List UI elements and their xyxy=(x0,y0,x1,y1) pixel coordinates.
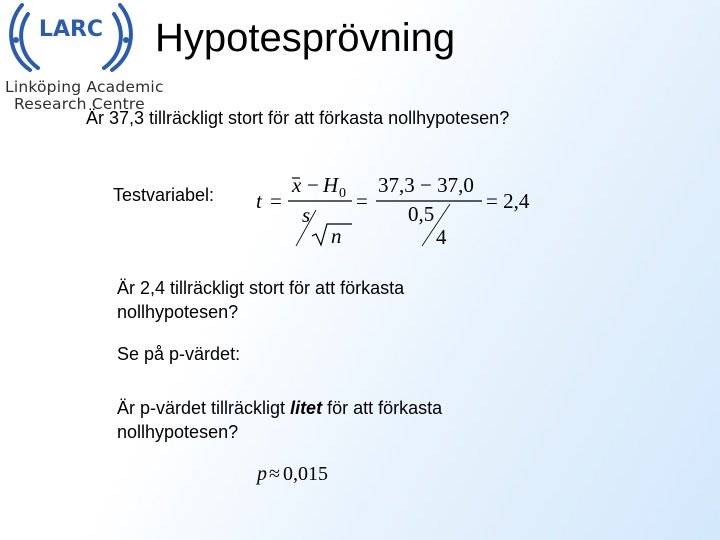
formula-result: = 2,4 xyxy=(486,189,530,213)
formula-h-sub: 0 xyxy=(339,186,346,201)
test-statistic-formula xyxy=(252,168,552,255)
larc-emblem-icon xyxy=(0,0,150,80)
question-three-part2: för att förkasta nollhypotesen? xyxy=(117,398,443,442)
logo-line1: Linköping Academic xyxy=(5,78,164,96)
formula-equals-1: = xyxy=(270,189,282,213)
logo-line2: Research Centre xyxy=(14,95,145,113)
formula-den2: 0,5 xyxy=(408,202,435,226)
formula-den2b: 4 xyxy=(436,225,447,249)
pvalue-prompt: Se på p-värdet: xyxy=(117,344,241,364)
pvalue-expression xyxy=(255,458,345,493)
formula-minus: − xyxy=(307,173,319,197)
testvariabel-label: Testvariabel: xyxy=(113,185,215,205)
formula-equals-2: = xyxy=(356,189,368,213)
larc-logo xyxy=(0,0,164,118)
question-two: Är 2,4 tillräckligt stort för att förkasta nollhypotesen? xyxy=(117,278,405,322)
question-three-emphasis: litet xyxy=(290,398,323,418)
question-three xyxy=(117,396,497,444)
formula-h: H xyxy=(323,173,339,197)
question-main: Är 37,3 tillräckligt stort för att förkasta nollhypotesen? xyxy=(86,108,510,128)
pvalue-approx: ≈ xyxy=(269,463,280,485)
question-three-part1: Är p-värdet tillräckligt xyxy=(117,398,291,418)
formula-xbar: x xyxy=(292,173,302,197)
formula-n: n xyxy=(331,224,342,248)
page-title: Hypotesprövning xyxy=(155,16,456,60)
formula-num2: 37,3 − 37,0 xyxy=(378,173,474,197)
logo-acronym: LARC xyxy=(38,17,104,42)
formula-t: t xyxy=(256,189,262,213)
pvalue-p: p xyxy=(257,463,267,485)
formula-s: s xyxy=(302,203,311,227)
pvalue-value: 0,015 xyxy=(283,463,328,485)
